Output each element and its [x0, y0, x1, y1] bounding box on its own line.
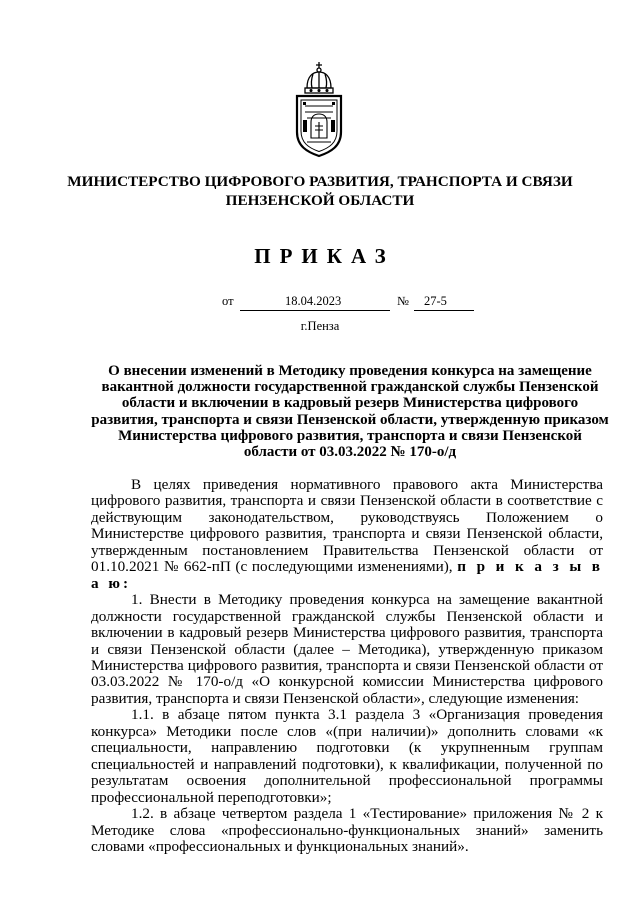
document-type-title: ПРИКАЗ	[254, 244, 395, 268]
document-requisites	[0, 294, 640, 312]
document-number: 27-5	[424, 294, 447, 308]
ministry-name	[0, 172, 640, 210]
ministry-name-line-2: ПЕНЗЕНСКОЙ ОБЛАСТИ	[225, 192, 415, 209]
ministry-name-line-1: МИНИСТЕРСТВО ЦИФРОВОГО РАЗВИТИЯ, ТРАНСПОРТА И СВЯЗИ	[67, 173, 573, 190]
coat-of-arms-emblem	[291, 60, 347, 158]
item-1-paragraph: 1. Внести в Методику проведения конкурса на замещение вакантной должности государственной гражданской службы Пензенской области и включении в кадровый резерв Министерства цифрового развития, транспорта и связи Пензенской области (далее – Методика), утвержденную приказом Министерства цифрового развития, транспорта и связи Пензенской области от 03.03.2022 № 170-о/д «О конкурсной комиссии Министерства цифрового развития, транспорта и связи Пензенской области», следующие изменения:	[91, 591, 603, 707]
item-1-1-paragraph: 1.1. в абзаце пятом пункта 3.1 раздела 3 «Организация проведения конкурса» Методики после слов «(при наличии)» дополнить словами «к специальности, направлению подготовки (к укрупненным группам специальностей и направлений подготовки), к квалификации, полученной по результатам освоения дополнительной профессиональной программы профессиональной переподготовки»;	[91, 706, 603, 806]
document-subject: О внесении изменений в Методику проведения конкурса на замещение вакантной должности государственной гражданской службы Пензенской области и включении в кадровый резерв Министерства цифрового развития, транспорта и связи Пензенской области, утвержденную приказом Министерства цифрового развития, транспорта и связи Пензенской области от 03.03.2022 № 170-о/д	[91, 363, 609, 461]
item-1-2-paragraph: 1.2. в абзаце четвертом раздела 1 «Тестирование» приложения № 2 к Методике слова «профессионально-функциональных знаний» заменить словами «профессиональных и функциональных знаний».	[91, 805, 603, 855]
document-date: 18.04.2023	[285, 294, 342, 308]
preamble-paragraph	[91, 477, 603, 592]
date-label: от	[222, 294, 234, 308]
order-word: п р и к а з ы в а ю:	[91, 558, 603, 592]
document-place: г.Пенза	[300, 319, 340, 333]
number-label: №	[397, 294, 409, 308]
preamble-text: В целях приведения нормативного правового акта Министерства цифрового развития, транспорта и связи Пензенской области в соответствие с действующим законодательством, руководствуясь Положением о Министерстве цифрового развития, транспорта и связи Пензенской области, утвержденным постановлением Правительства Пензенской области от 01.10.2021 № 662-пП (с последующими изменениями),	[91, 476, 603, 576]
document-body	[91, 477, 603, 855]
